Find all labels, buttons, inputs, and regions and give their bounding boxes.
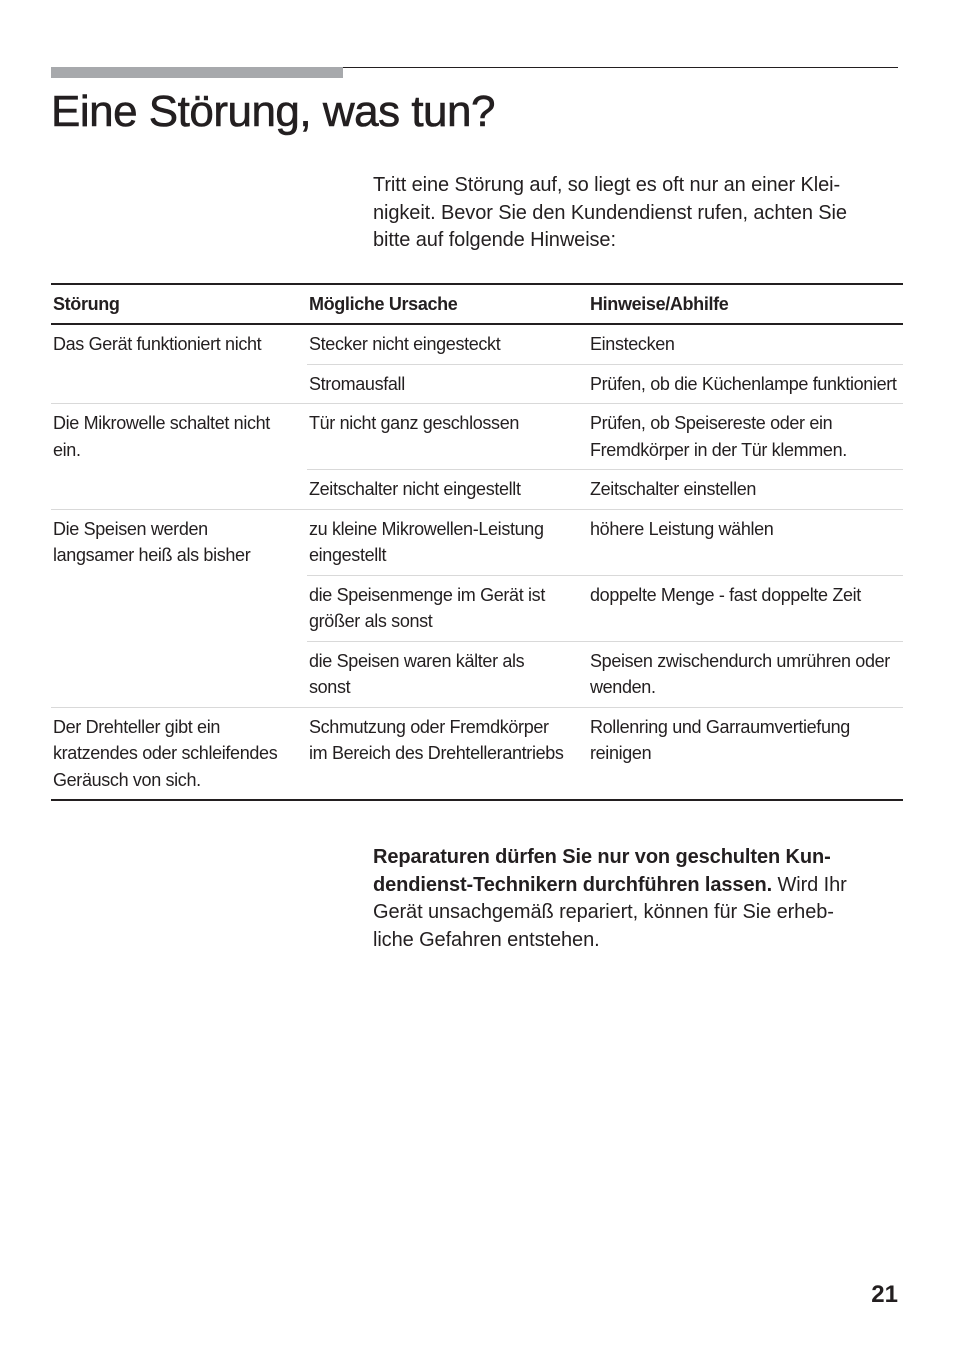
fault-cell: Das Gerät funktioniert nicht <box>53 334 262 354</box>
column-header-remedy: Hinweise/Abhilfe <box>578 284 903 324</box>
remedy-cell: Einstecken <box>590 334 675 354</box>
table-row <box>51 324 903 364</box>
table-header-row <box>51 284 903 324</box>
intro-line: Tritt eine Störung auf, so liegt es oft nur an einer Klei- <box>373 174 841 196</box>
page-number: 21 <box>871 1281 898 1308</box>
warning-line <box>373 872 908 900</box>
warning-bold-text: Reparaturen dürfen Sie nur von geschulten Kun- <box>373 846 831 868</box>
cause-cell: die Speisenmenge im Gerät ist größer als sonst <box>307 575 578 641</box>
warning-line: liche Gefahren entstehen. <box>373 928 600 951</box>
intro-line: bitte auf folgende Hinweise: <box>373 229 616 251</box>
table-row <box>51 509 903 575</box>
cause-cell: Stecker nicht eingesteckt <box>309 334 501 354</box>
remedy-cell: Rollenring und Garraumvertiefung reinigen <box>578 707 903 800</box>
table-row <box>51 707 903 800</box>
repair-warning <box>373 844 908 954</box>
remedy-cell: Prüfen, ob Speisereste oder ein Fremdkörper in der Tür klemmen. <box>578 404 903 470</box>
remedy-cell: Speisen zwischendurch umrühren oder wenden. <box>578 641 903 707</box>
cause-cell: die Speisen waren kälter als sonst <box>307 641 578 707</box>
warning-text: Wird Ihr <box>772 873 847 896</box>
fault-cell: Der Drehteller gibt ein kratzendes oder schleifendes Geräusch von sich. <box>51 707 307 800</box>
remedy-cell: doppelte Menge - fast doppelte Zeit <box>578 575 903 641</box>
table-row <box>51 404 903 470</box>
fault-cell: Die Mikrowelle schaltet nicht ein. <box>51 404 307 510</box>
remedy-cell: Zeitschalter einstellen <box>578 470 903 510</box>
cause-cell: Zeitschalter nicht eingestellt <box>307 470 578 510</box>
cause-cell: Tür nicht ganz geschlossen <box>307 404 578 470</box>
remedy-cell: Prüfen, ob die Küchenlampe funktioniert <box>578 364 903 404</box>
cause-cell: Schmutzung oder Fremdkörper im Bereich des Drehtellerantriebs <box>307 707 578 800</box>
warning-line: Gerät unsachgemäß repariert, können für Sie erheb- <box>373 901 834 923</box>
intro-line: nigkeit. Bevor Sie den Kundendienst rufen, achten Sie <box>373 201 847 224</box>
column-header-fault: Störung <box>51 284 307 324</box>
warning-line <box>373 844 908 872</box>
page-title: Eine Störung, was tun? <box>51 87 495 136</box>
header-accent-bar <box>51 67 343 78</box>
cause-cell: zu kleine Mikrowellen-Leistung eingestellt <box>307 509 578 575</box>
column-header-cause: Mögliche Ursache <box>307 284 578 324</box>
intro-paragraph <box>373 172 908 255</box>
cause-cell: Stromausfall <box>307 364 578 404</box>
troubleshooting-table <box>51 283 903 801</box>
remedy-cell: höhere Leistung wählen <box>578 509 903 575</box>
warning-bold-text: dendienst-Technikern durchführen lassen. <box>373 873 773 896</box>
fault-cell: Die Speisen werden langsamer heiß als bisher <box>51 509 307 707</box>
